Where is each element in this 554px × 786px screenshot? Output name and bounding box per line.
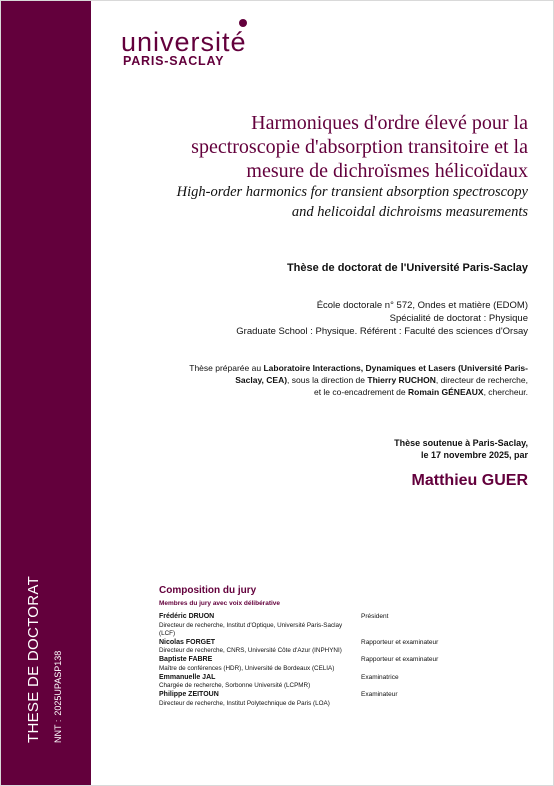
logo-subtitle: PARIS-SACLAY	[123, 54, 225, 68]
title-en-line: and helicoidal dichroisms measurements	[291, 204, 528, 220]
laboratory-name: Laboratoire Interactions, Dynamiques et Lasers (Université Paris-Saclay, CEA)	[235, 363, 528, 385]
member-name: Emmanuelle JAL	[159, 673, 216, 681]
defense-line: Thèse soutenue à Paris-Saclay,	[394, 438, 528, 448]
member-affiliation: Chargée de recherche, Sorbonne Université (LCPMR)	[159, 682, 311, 689]
member-affiliation: Directeur de recherche, Institut Polytechnique de Paris (LOA)	[159, 699, 330, 707]
jury-title: Composition du jury	[159, 585, 257, 596]
preparation-statement	[183, 362, 528, 398]
sidebar-text-area	[1, 1, 91, 786]
thesis-title-french	[148, 111, 528, 183]
defense-info	[394, 437, 528, 461]
member-role: Rapporteur et examinateur	[361, 638, 439, 646]
member-name: Baptiste FABRE	[159, 656, 213, 663]
jury-subtitle: Membres du jury avec voix délibérative	[159, 600, 281, 607]
jury-member	[159, 674, 539, 691]
member-name: Frédéric DRUON	[159, 613, 215, 620]
prepared-text: et le co-encadrement de	[313, 387, 408, 397]
nnt-value: 2025UPASP138	[53, 650, 63, 716]
nnt-label: NNT :	[53, 719, 63, 743]
jury-member	[159, 639, 539, 656]
prepared-text: Thèse préparée au	[189, 363, 264, 373]
prepared-text: , chercheur.	[483, 387, 528, 397]
jury-member	[159, 613, 539, 638]
ecole-line: École doctorale n° 572, Ondes et matière (EDOM)	[316, 300, 528, 311]
nnt-number	[53, 651, 63, 743]
title-fr-line: Harmoniques d'ordre élevé pour la	[251, 112, 528, 134]
jury-member	[159, 656, 539, 673]
member-affiliation: Directeur de recherche, CNRS, Université Côte d'Azur (INPHYNI)	[159, 647, 342, 654]
director-name: Thierry RUCHON	[367, 375, 436, 385]
author-name: Matthieu GUER	[411, 472, 528, 489]
jury-member	[159, 691, 539, 708]
logo-accent-dot	[239, 19, 247, 27]
member-affiliation: Directeur de recherche, Institut d'Optique, Université Paris-Saclay (LCF)	[159, 621, 343, 637]
thesis-title-english	[108, 182, 528, 222]
university-logo	[121, 19, 261, 71]
member-name: Nicolas FORGET	[159, 638, 216, 646]
coadvisor-name: Romain GÉNEAUX	[408, 387, 484, 397]
member-role: Rapporteur et examinateur	[361, 656, 439, 663]
title-fr-line: mesure de dichroïsmes hélicoïdaux	[246, 160, 528, 182]
member-role: Président	[361, 613, 389, 620]
logo-wordmark: université	[121, 27, 247, 57]
member-role: Examinatrice	[361, 673, 399, 681]
title-en-line: High-order harmonics for transient absorption spectroscopy	[176, 184, 528, 200]
defense-line: le 17 novembre 2025, par	[420, 450, 528, 460]
prepared-text: , directeur de recherche,	[435, 375, 528, 385]
member-role: Examinateur	[361, 691, 398, 698]
title-fr-line: spectroscopie d'absorption transitoire et la	[191, 136, 528, 158]
prepared-text: , sous la direction de	[287, 375, 368, 385]
doctoral-school-info	[168, 299, 528, 338]
member-affiliation: Maître de conférences (HDR), Université de Bordeaux (CELIA)	[159, 664, 335, 672]
jury-composition	[159, 585, 539, 709]
member-name: Philippe ZEITOUN	[159, 691, 219, 698]
doctorate-statement: Thèse de doctorat de l'Université Paris-Saclay	[286, 262, 528, 274]
sidebar-label: THESE DE DOCTORAT	[25, 575, 42, 743]
ecole-line: Spécialité de doctorat : Physique	[389, 313, 528, 324]
ecole-line: Graduate School : Physique. Référent : Faculté des sciences d'Orsay	[236, 326, 528, 337]
